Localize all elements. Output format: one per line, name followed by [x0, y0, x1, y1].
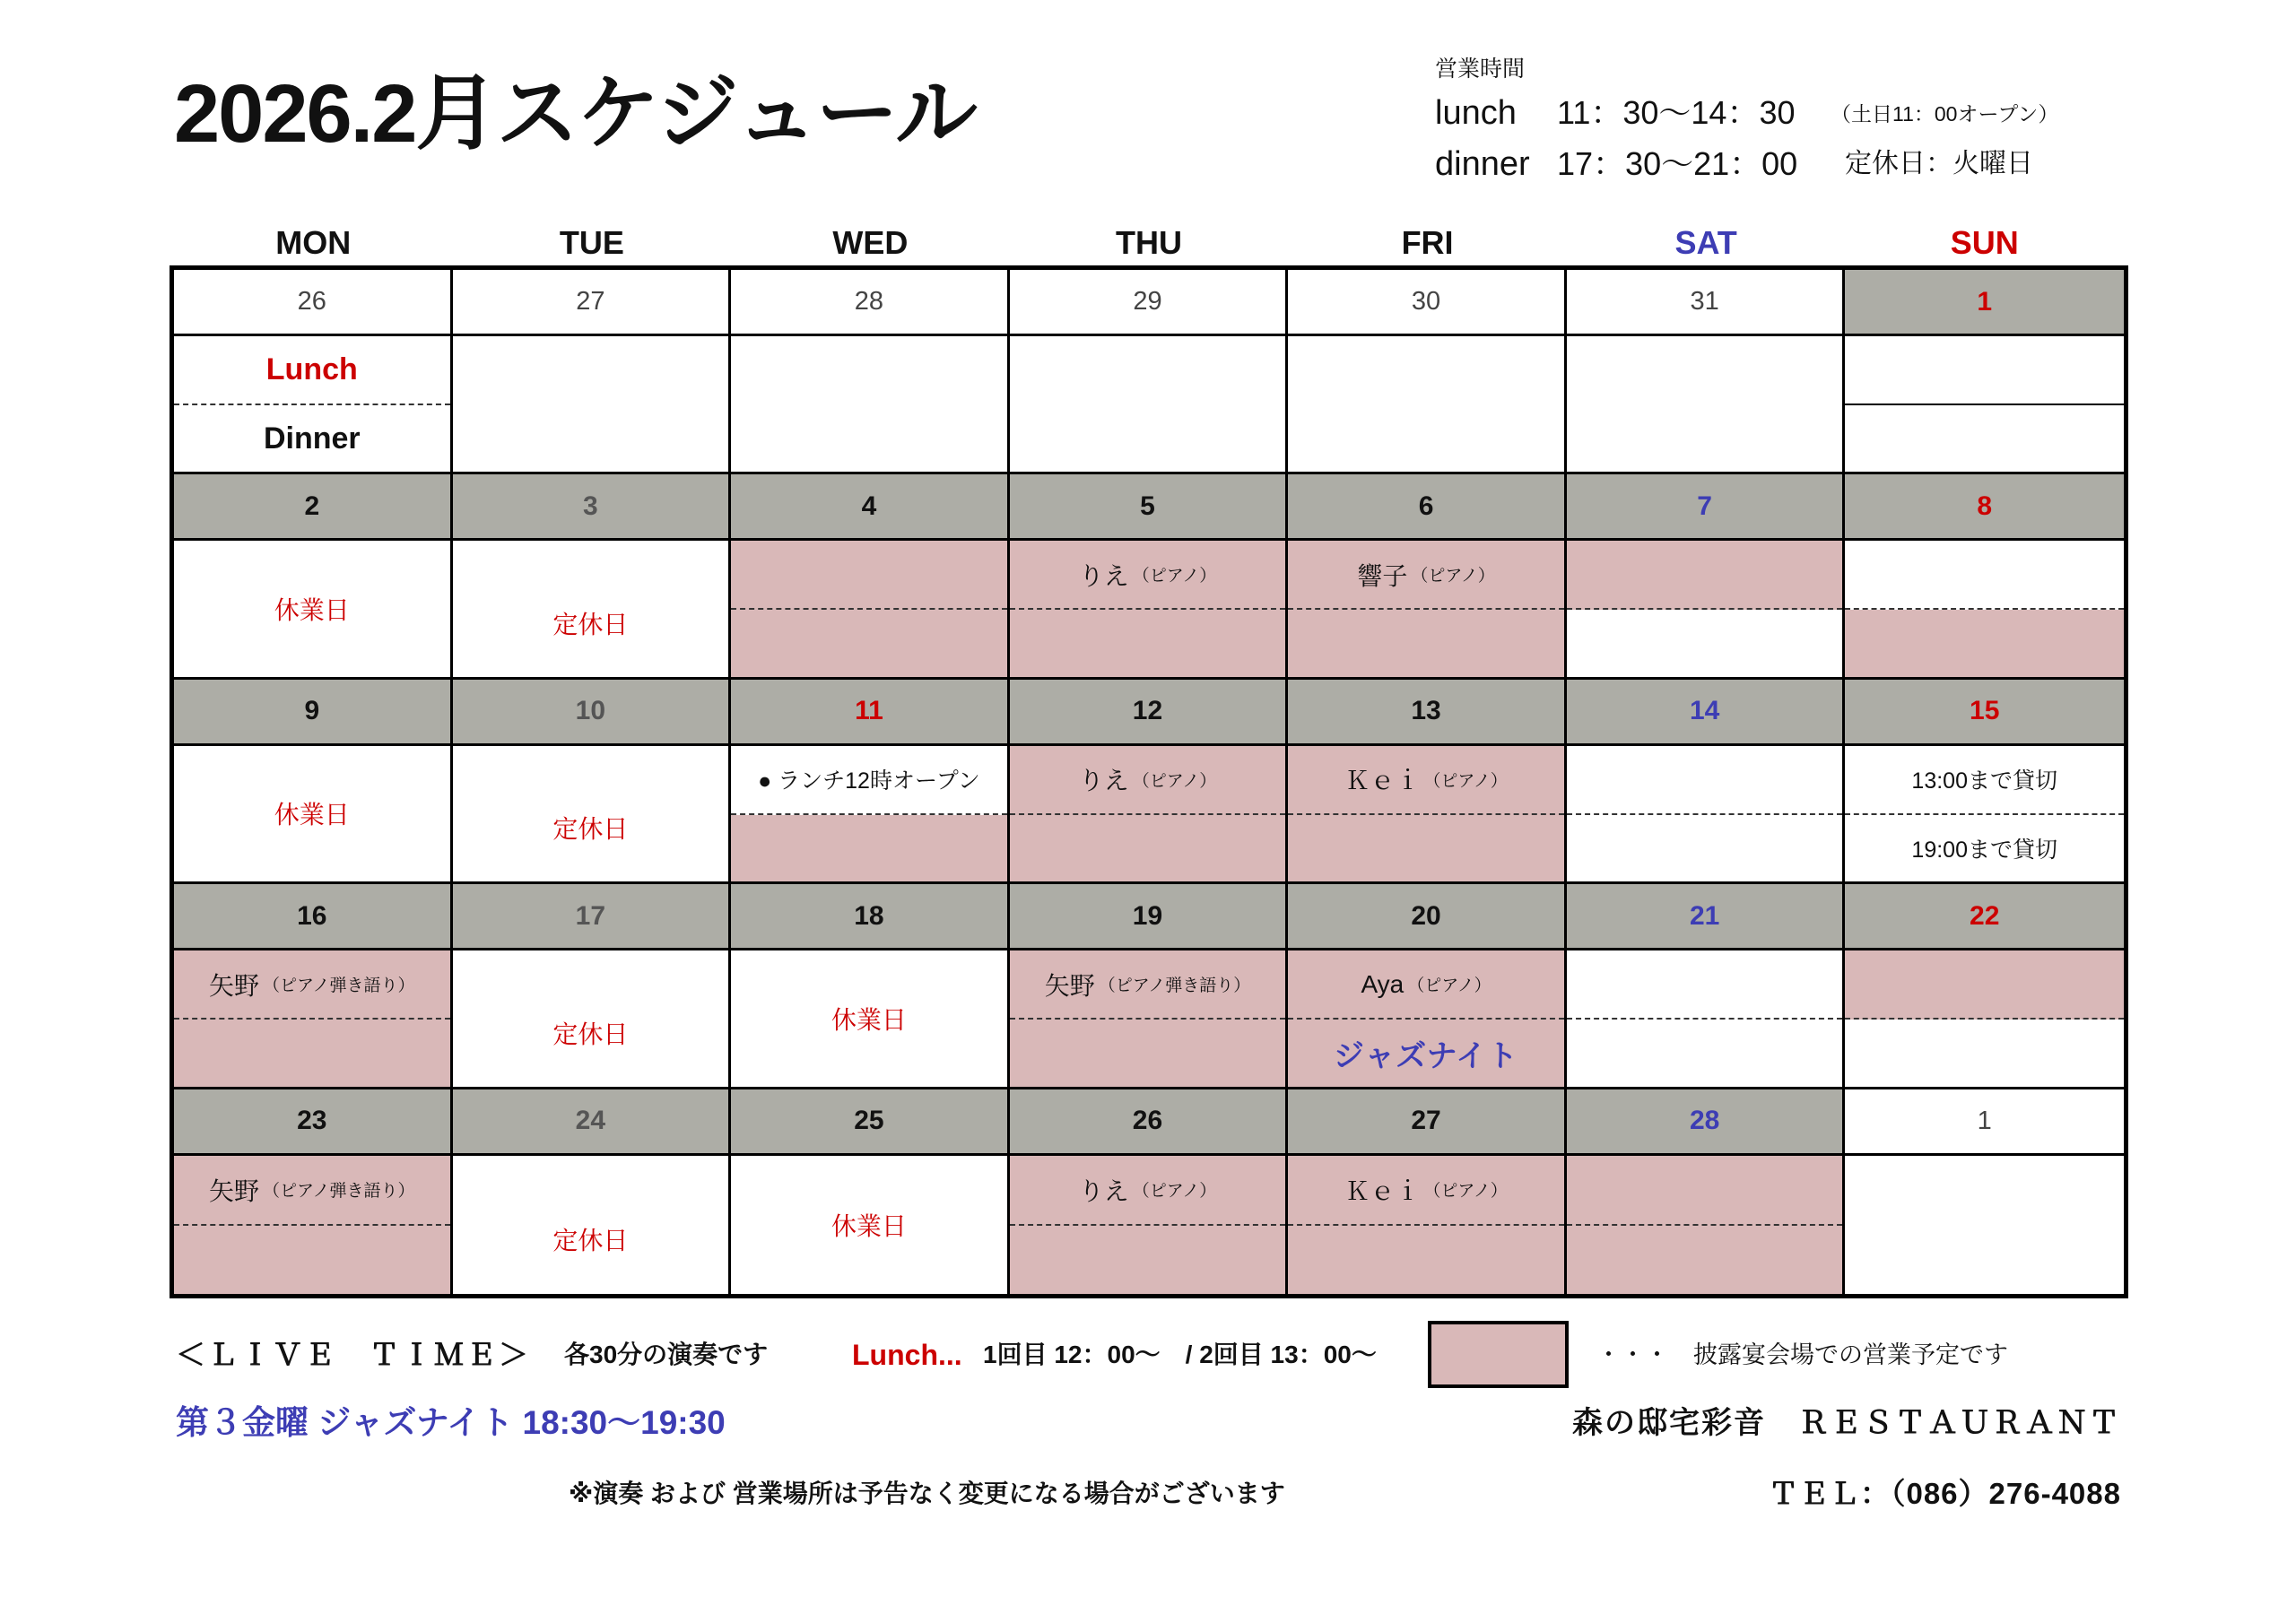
day-body [1845, 1156, 2124, 1294]
dinner-slot [174, 405, 450, 473]
day-cell [1288, 884, 1567, 1089]
day-cell [1288, 1089, 1567, 1294]
date-number: 30 [1288, 270, 1564, 336]
day-cell [1010, 1089, 1289, 1294]
date-number: 2 [174, 474, 450, 541]
day-cell [453, 1089, 732, 1294]
date-number: 14 [1567, 680, 1843, 746]
telephone-number: ＴＥＬ：（086）276-4088 [1768, 1477, 2121, 1510]
weekday-header-mon: MON [275, 224, 352, 261]
date-number: 15 [1845, 680, 2124, 746]
live-lunch-schedule: 1回目 12：00〜 / 2回目 13：00〜 [983, 1341, 1377, 1368]
day-cell [1567, 1089, 1846, 1294]
date-number: 18 [731, 884, 1007, 950]
lunch-hours-time: 11：30〜14：30 [1557, 94, 1796, 131]
date-number: 26 [1010, 1089, 1286, 1156]
day-cell [1010, 884, 1289, 1089]
day-cell [1845, 1089, 2124, 1294]
regular-holiday-label: 定休日 [552, 815, 629, 844]
regular-holiday-label: 定休日 [552, 1226, 629, 1254]
performer-name: 響子 [1357, 561, 1408, 590]
weekday-header-sat: SAT [1674, 224, 1737, 261]
lunch-slot [1567, 1156, 1843, 1226]
day-body [453, 746, 729, 881]
calendar-grid [170, 265, 2128, 1298]
notice-text: ● ランチ12時オープン [758, 768, 980, 794]
notice-text: 19:00まで貸切 [1911, 837, 2057, 863]
date-number: 26 [174, 270, 450, 336]
day-cell [1845, 270, 2124, 474]
lunch-slot [1567, 746, 1843, 815]
day-cell [1567, 680, 1846, 884]
hours-heading: 営業時間 [1435, 56, 1526, 82]
day-cell [174, 474, 453, 679]
performer-name: りえ [1078, 561, 1129, 590]
performer-name: Ｋｅｉ [1344, 1176, 1421, 1205]
lunch-slot [1010, 950, 1286, 1020]
date-number: 23 [174, 1089, 450, 1156]
date-number: 13 [1288, 680, 1564, 746]
day-cell [1567, 474, 1846, 679]
dinner-slot [1288, 610, 1564, 677]
day-cell [731, 680, 1010, 884]
lunch-slot [174, 1156, 450, 1226]
date-number: 1 [1845, 1089, 2124, 1156]
performer-instrument: （ピアノ） [1423, 1182, 1508, 1202]
day-cell [453, 270, 732, 474]
performer-name: 矢野 [1044, 971, 1095, 1000]
dinner-slot [1567, 610, 1843, 677]
date-number: 10 [453, 680, 729, 746]
lunch-slot [1845, 336, 2124, 405]
day-cell [1567, 270, 1846, 474]
regular-holiday-label: 定休日 [552, 1020, 629, 1048]
dinner-hours-label: dinner [1435, 145, 1530, 183]
weekday-header-wed: WED [832, 224, 909, 261]
day-body [1567, 336, 1843, 472]
day-body [453, 541, 729, 676]
day-cell [1010, 270, 1289, 474]
date-number: 3 [453, 474, 729, 541]
day-body [174, 541, 450, 676]
banquet-legend-swatch [1428, 1321, 1569, 1388]
date-number: 31 [1567, 270, 1843, 336]
day-cell [453, 884, 732, 1089]
date-number: 28 [731, 270, 1007, 336]
date-number: 16 [174, 884, 450, 950]
day-body [1288, 336, 1564, 472]
lunch-slot [1010, 541, 1286, 610]
day-cell [1845, 884, 2124, 1089]
day-cell [731, 474, 1010, 679]
day-cell [731, 1089, 1010, 1294]
weekday-header-fri: FRI [1401, 224, 1454, 261]
weekend-opening-note: （土日11：00オープン） [1831, 102, 2059, 126]
day-cell [1288, 474, 1567, 679]
notice-text: 13:00まで貸切 [1911, 768, 2057, 794]
dinner-slot [1288, 1020, 1564, 1087]
performer-name: りえ [1078, 1176, 1129, 1205]
day-cell [453, 680, 732, 884]
performer-instrument: （ピアノ） [1407, 976, 1492, 996]
dinner-slot [1288, 815, 1564, 882]
day-body [1010, 336, 1286, 472]
jazz-night-label: ジャズナイト [1333, 1038, 1519, 1073]
weekday-header-thu: THU [1115, 224, 1182, 261]
performer-instrument: （ピアノ） [1132, 1182, 1217, 1202]
dinner-slot [1845, 610, 2124, 677]
lunch-slot [1567, 950, 1843, 1020]
day-cell [1010, 474, 1289, 679]
day-body [453, 336, 729, 472]
performer-name: 矢野 [209, 971, 260, 1000]
day-cell [1288, 270, 1567, 474]
dinner-slot [1845, 815, 2124, 882]
closure-label: 休業日 [274, 801, 350, 829]
performer-instrument: （ピアノ） [1132, 771, 1217, 791]
day-body [731, 1156, 1007, 1294]
day-cell [1845, 680, 2124, 884]
date-number: 8 [1845, 474, 2124, 541]
lunch-label: Lunch [265, 352, 358, 386]
lunch-slot [1567, 541, 1843, 610]
date-number: 4 [731, 474, 1007, 541]
date-number: 22 [1845, 884, 2124, 950]
day-cell [1567, 884, 1846, 1089]
dinner-slot [1567, 815, 1843, 882]
date-number: 27 [1288, 1089, 1564, 1156]
live-time-label: ＜ＬＩＶＥ ＴＩＭＥ＞ [176, 1338, 531, 1371]
performer-instrument: （ピアノ） [1411, 567, 1495, 586]
regular-holiday-label: 定休日 [552, 611, 629, 639]
date-number: 7 [1567, 474, 1843, 541]
weekday-header-sun: SUN [1950, 224, 2019, 261]
page-title: 2026.2月スケジュール [174, 68, 976, 160]
date-number: 29 [1010, 270, 1286, 336]
dinner-slot [1845, 1020, 2124, 1087]
date-number: 5 [1010, 474, 1286, 541]
date-number: 28 [1567, 1089, 1843, 1156]
day-cell [174, 270, 453, 474]
restaurant-name: 森の邸宅彩音 ＲＥＳＴＡＵＲＡＮＴ [1572, 1406, 2121, 1440]
day-body [453, 950, 729, 1086]
day-cell [174, 884, 453, 1089]
lunch-slot [1845, 950, 2124, 1020]
performer-instrument: （ピアノ弾き語り） [1098, 976, 1251, 996]
date-number: 19 [1010, 884, 1286, 950]
date-number: 12 [1010, 680, 1286, 746]
dinner-slot [1010, 1020, 1286, 1087]
live-time-description: 各30分の演奏です [564, 1341, 769, 1368]
date-number: 27 [453, 270, 729, 336]
lunch-slot [1010, 1156, 1286, 1226]
day-cell [731, 884, 1010, 1089]
performer-name: Aya [1361, 969, 1405, 998]
dinner-slot [1288, 1226, 1564, 1294]
dinner-label: Dinner [263, 421, 361, 456]
date-number: 20 [1288, 884, 1564, 950]
dinner-slot [1010, 815, 1286, 882]
change-disclaimer: ※演奏 および 営業場所は予告なく変更になる場合がございます [569, 1480, 1285, 1507]
day-cell [731, 270, 1010, 474]
performer-name: りえ [1078, 767, 1129, 795]
day-body [174, 746, 450, 881]
day-cell [1010, 680, 1289, 884]
dinner-slot [1010, 610, 1286, 677]
closure-label: 休業日 [831, 1211, 907, 1240]
day-cell [1288, 680, 1567, 884]
regular-closed-day-note: 定休日：火曜日 [1845, 149, 2033, 178]
date-number: 17 [453, 884, 729, 950]
lunch-slot [1288, 950, 1564, 1020]
date-number: 1 [1845, 270, 2124, 336]
dinner-slot [731, 815, 1007, 882]
dinner-slot [174, 1020, 450, 1087]
date-number: 24 [453, 1089, 729, 1156]
lunch-slot [1845, 541, 2124, 610]
date-number: 25 [731, 1089, 1007, 1156]
dinner-hours-time: 17：30〜21：00 [1557, 145, 1798, 182]
lunch-slot [1845, 746, 2124, 815]
day-cell [453, 474, 732, 679]
lunch-slot [174, 950, 450, 1020]
performer-name: 矢野 [209, 1176, 260, 1205]
day-body [731, 950, 1007, 1086]
lunch-slot [1010, 746, 1286, 815]
banquet-legend-text: ・・・ 披露宴会場での営業予定です [1596, 1341, 2008, 1368]
lunch-slot [174, 336, 450, 405]
date-number: 6 [1288, 474, 1564, 541]
dinner-slot [1567, 1020, 1843, 1087]
performer-instrument: （ピアノ弾き語り） [263, 1182, 415, 1202]
lunch-slot [731, 746, 1007, 815]
dinner-slot [1845, 405, 2124, 473]
closure-label: 休業日 [274, 596, 350, 625]
performer-instrument: （ピアノ） [1132, 567, 1217, 586]
date-number: 11 [731, 680, 1007, 746]
dinner-slot [174, 1226, 450, 1294]
day-cell [174, 1089, 453, 1294]
live-lunch-tag: Lunch... [852, 1339, 962, 1371]
dinner-slot [1567, 1226, 1843, 1294]
lunch-slot [1288, 541, 1564, 610]
dinner-slot [731, 610, 1007, 677]
weekday-header-tue: TUE [559, 224, 624, 261]
performer-instrument: （ピアノ） [1423, 771, 1508, 791]
lunch-slot [1288, 1156, 1564, 1226]
performer-instrument: （ピアノ弾き語り） [263, 976, 415, 996]
day-body [731, 336, 1007, 472]
closure-label: 休業日 [831, 1005, 907, 1034]
day-cell [1845, 474, 2124, 679]
day-body [453, 1156, 729, 1294]
weekday-header-row [174, 223, 2124, 263]
dinner-slot [1010, 1226, 1286, 1294]
performer-name: Ｋｅｉ [1344, 767, 1421, 795]
lunch-slot [731, 541, 1007, 610]
date-number: 9 [174, 680, 450, 746]
day-cell [174, 680, 453, 884]
lunch-slot [1288, 746, 1564, 815]
date-number: 21 [1567, 884, 1843, 950]
lunch-hours-label: lunch [1435, 94, 1517, 132]
jazz-night-note: 第３金曜 ジャズナイト 18:30〜19:30 [176, 1404, 726, 1441]
